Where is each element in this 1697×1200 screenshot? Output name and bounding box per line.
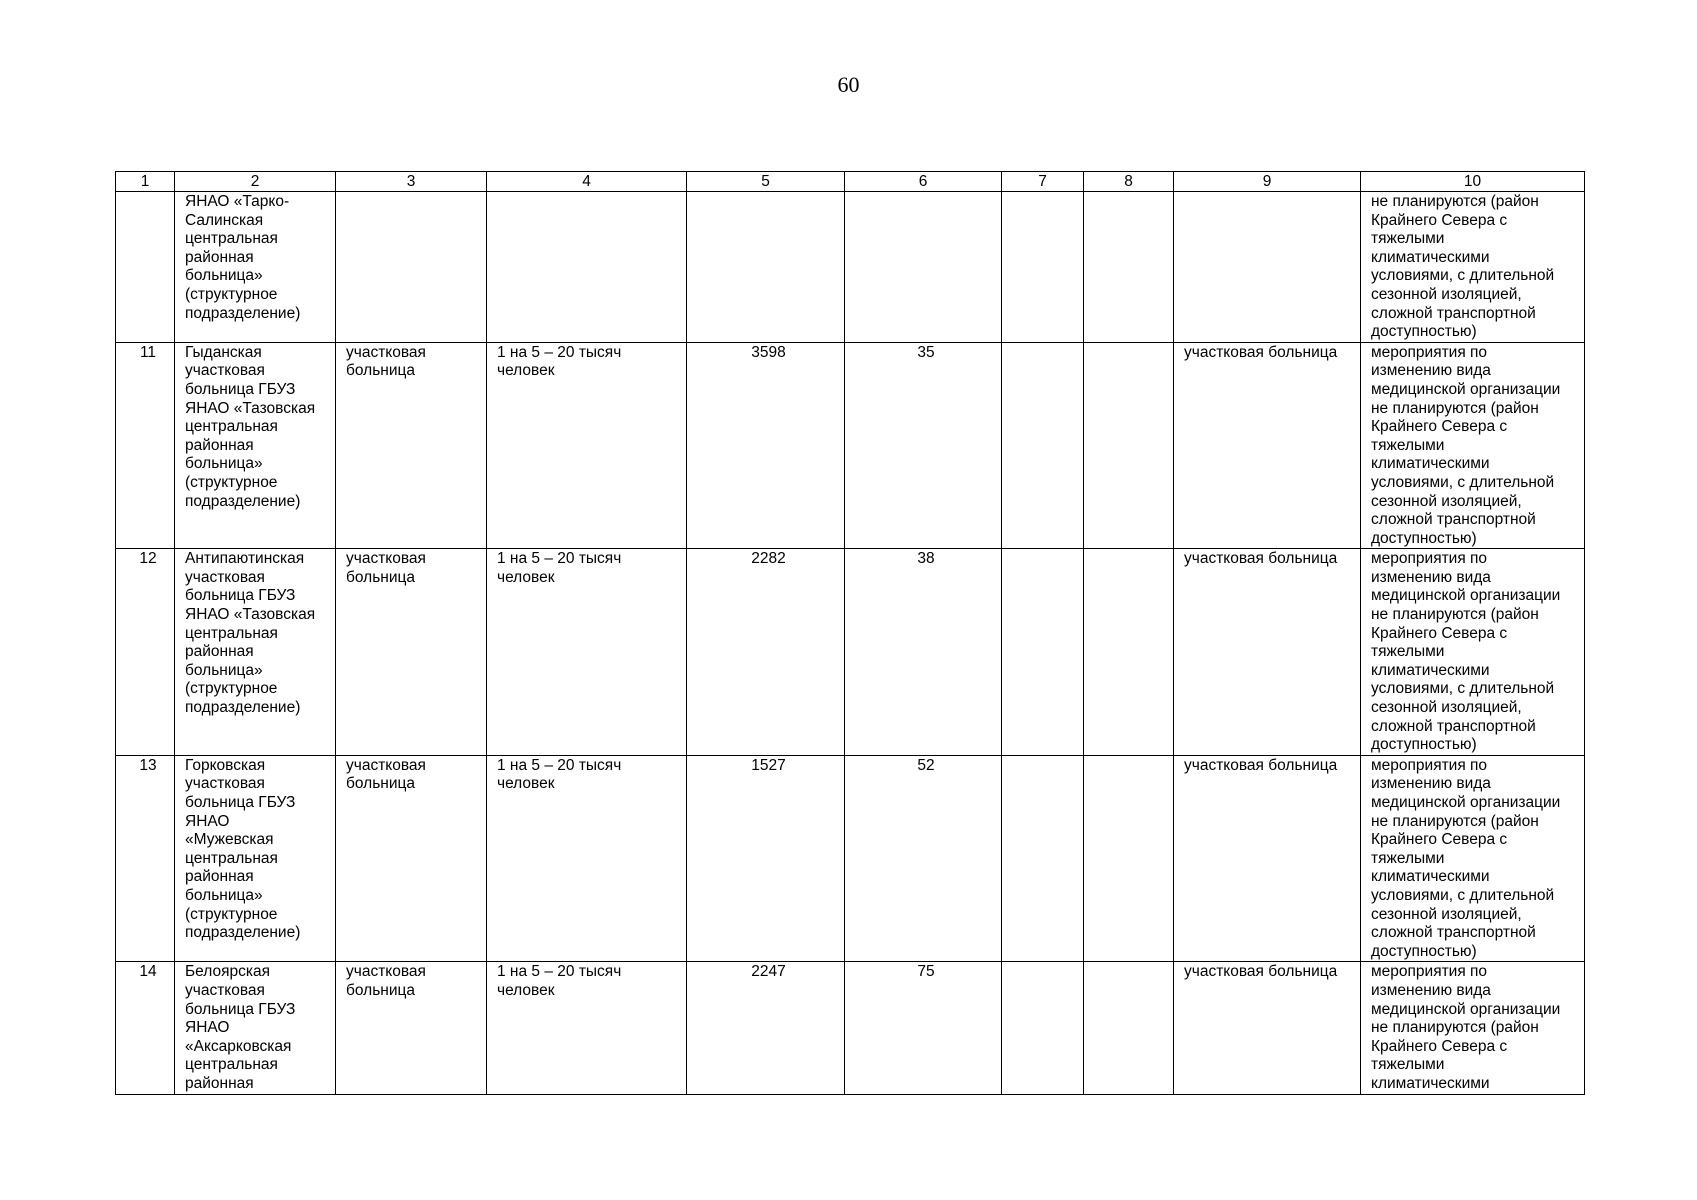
column-7-cell xyxy=(1002,192,1084,343)
measures-cell: мероприятия по изменению вида медицинской организации не планируются (район Крайнего Севера с тяжелыми климатическими условиями, с длительной сезонной изоляцией, сложной транспортной доступностью) xyxy=(1361,549,1585,756)
column-header: 8 xyxy=(1084,172,1174,192)
facility-type-cell xyxy=(336,192,487,343)
table-row xyxy=(116,342,1585,549)
row-number-cell xyxy=(116,192,175,343)
table-row xyxy=(116,755,1585,962)
target-type-cell xyxy=(1174,192,1361,343)
facility-type-cell: участковая больница xyxy=(336,962,487,1094)
column-header: 5 xyxy=(687,172,845,192)
norm-cell: 1 на 5 – 20 тысяч человек xyxy=(487,755,687,962)
population-cell: 2282 xyxy=(687,549,845,756)
distance-cell: 75 xyxy=(845,962,1002,1094)
column-7-cell xyxy=(1002,549,1084,756)
column-header: 10 xyxy=(1361,172,1585,192)
norm-cell: 1 на 5 – 20 тысяч человек xyxy=(487,549,687,756)
row-number-cell: 12 xyxy=(116,549,175,756)
norm-cell: 1 на 5 – 20 тысяч человек xyxy=(487,962,687,1094)
population-cell: 3598 xyxy=(687,342,845,549)
target-type-cell: участковая больница xyxy=(1174,342,1361,549)
facility-type-cell: участковая больница xyxy=(336,342,487,549)
row-number-cell: 14 xyxy=(116,962,175,1094)
column-header: 4 xyxy=(487,172,687,192)
facilities-table xyxy=(115,171,1585,1095)
column-8-cell xyxy=(1084,549,1174,756)
column-8-cell xyxy=(1084,192,1174,343)
column-header: 3 xyxy=(336,172,487,192)
facility-name-cell: Горковская участковая больница ГБУЗ ЯНАО «Мужевская центральная районная больница» (структурное подразделение) xyxy=(175,755,336,962)
facility-name-cell: Гыданская участковая больница ГБУЗ ЯНАО «Тазовская центральная районная больница» (структурное подразделение) xyxy=(175,342,336,549)
column-7-cell xyxy=(1002,342,1084,549)
population-cell xyxy=(687,192,845,343)
row-number-cell: 13 xyxy=(116,755,175,962)
column-7-cell xyxy=(1002,755,1084,962)
column-header: 2 xyxy=(175,172,336,192)
distance-cell: 52 xyxy=(845,755,1002,962)
target-type-cell: участковая больница xyxy=(1174,755,1361,962)
norm-cell: 1 на 5 – 20 тысяч человек xyxy=(487,342,687,549)
column-header: 7 xyxy=(1002,172,1084,192)
population-cell: 2247 xyxy=(687,962,845,1094)
page-number: 60 xyxy=(837,72,860,97)
distance-cell xyxy=(845,192,1002,343)
target-type-cell: участковая больница xyxy=(1174,549,1361,756)
facility-name-cell: ЯНАО «Тарко- Салинская центральная районная больница» (структурное подразделение) xyxy=(175,192,336,343)
table-row xyxy=(116,962,1585,1094)
table-row xyxy=(116,549,1585,756)
column-8-cell xyxy=(1084,962,1174,1094)
measures-cell: мероприятия по изменению вида медицинской организации не планируются (район Крайнего Севера с тяжелыми климатическими условиями, с длительной сезонной изоляцией, сложной транспортной доступностью) xyxy=(1361,342,1585,549)
column-7-cell xyxy=(1002,962,1084,1094)
measures-cell: не планируются (район Крайнего Севера с тяжелыми климатическими условиями, с длительной сезонной изоляцией, сложной транспортной доступностью) xyxy=(1361,192,1585,343)
population-cell: 1527 xyxy=(687,755,845,962)
facility-name-cell: Антипаютинская участковая больница ГБУЗ ЯНАО «Тазовская центральная районная больница» (структурное подразделение) xyxy=(175,549,336,756)
column-header: 9 xyxy=(1174,172,1361,192)
column-header: 6 xyxy=(845,172,1002,192)
column-8-cell xyxy=(1084,755,1174,962)
distance-cell: 35 xyxy=(845,342,1002,549)
distance-cell: 38 xyxy=(845,549,1002,756)
norm-cell xyxy=(487,192,687,343)
target-type-cell: участковая больница xyxy=(1174,962,1361,1094)
column-8-cell xyxy=(1084,342,1174,549)
column-header: 1 xyxy=(116,172,175,192)
table-row xyxy=(116,192,1585,343)
facility-type-cell: участковая больница xyxy=(336,549,487,756)
facility-type-cell: участковая больница xyxy=(336,755,487,962)
measures-cell: мероприятия по изменению вида медицинской организации не планируются (район Крайнего Севера с тяжелыми климатическими xyxy=(1361,962,1585,1094)
row-number-cell: 11 xyxy=(116,342,175,549)
facility-name-cell: Белоярская участковая больница ГБУЗ ЯНАО «Аксарковская центральная районная xyxy=(175,962,336,1094)
column-number-header-row xyxy=(116,172,1585,192)
measures-cell: мероприятия по изменению вида медицинской организации не планируются (район Крайнего Севера с тяжелыми климатическими условиями, с длительной сезонной изоляцией, сложной транспортной доступностью) xyxy=(1361,755,1585,962)
